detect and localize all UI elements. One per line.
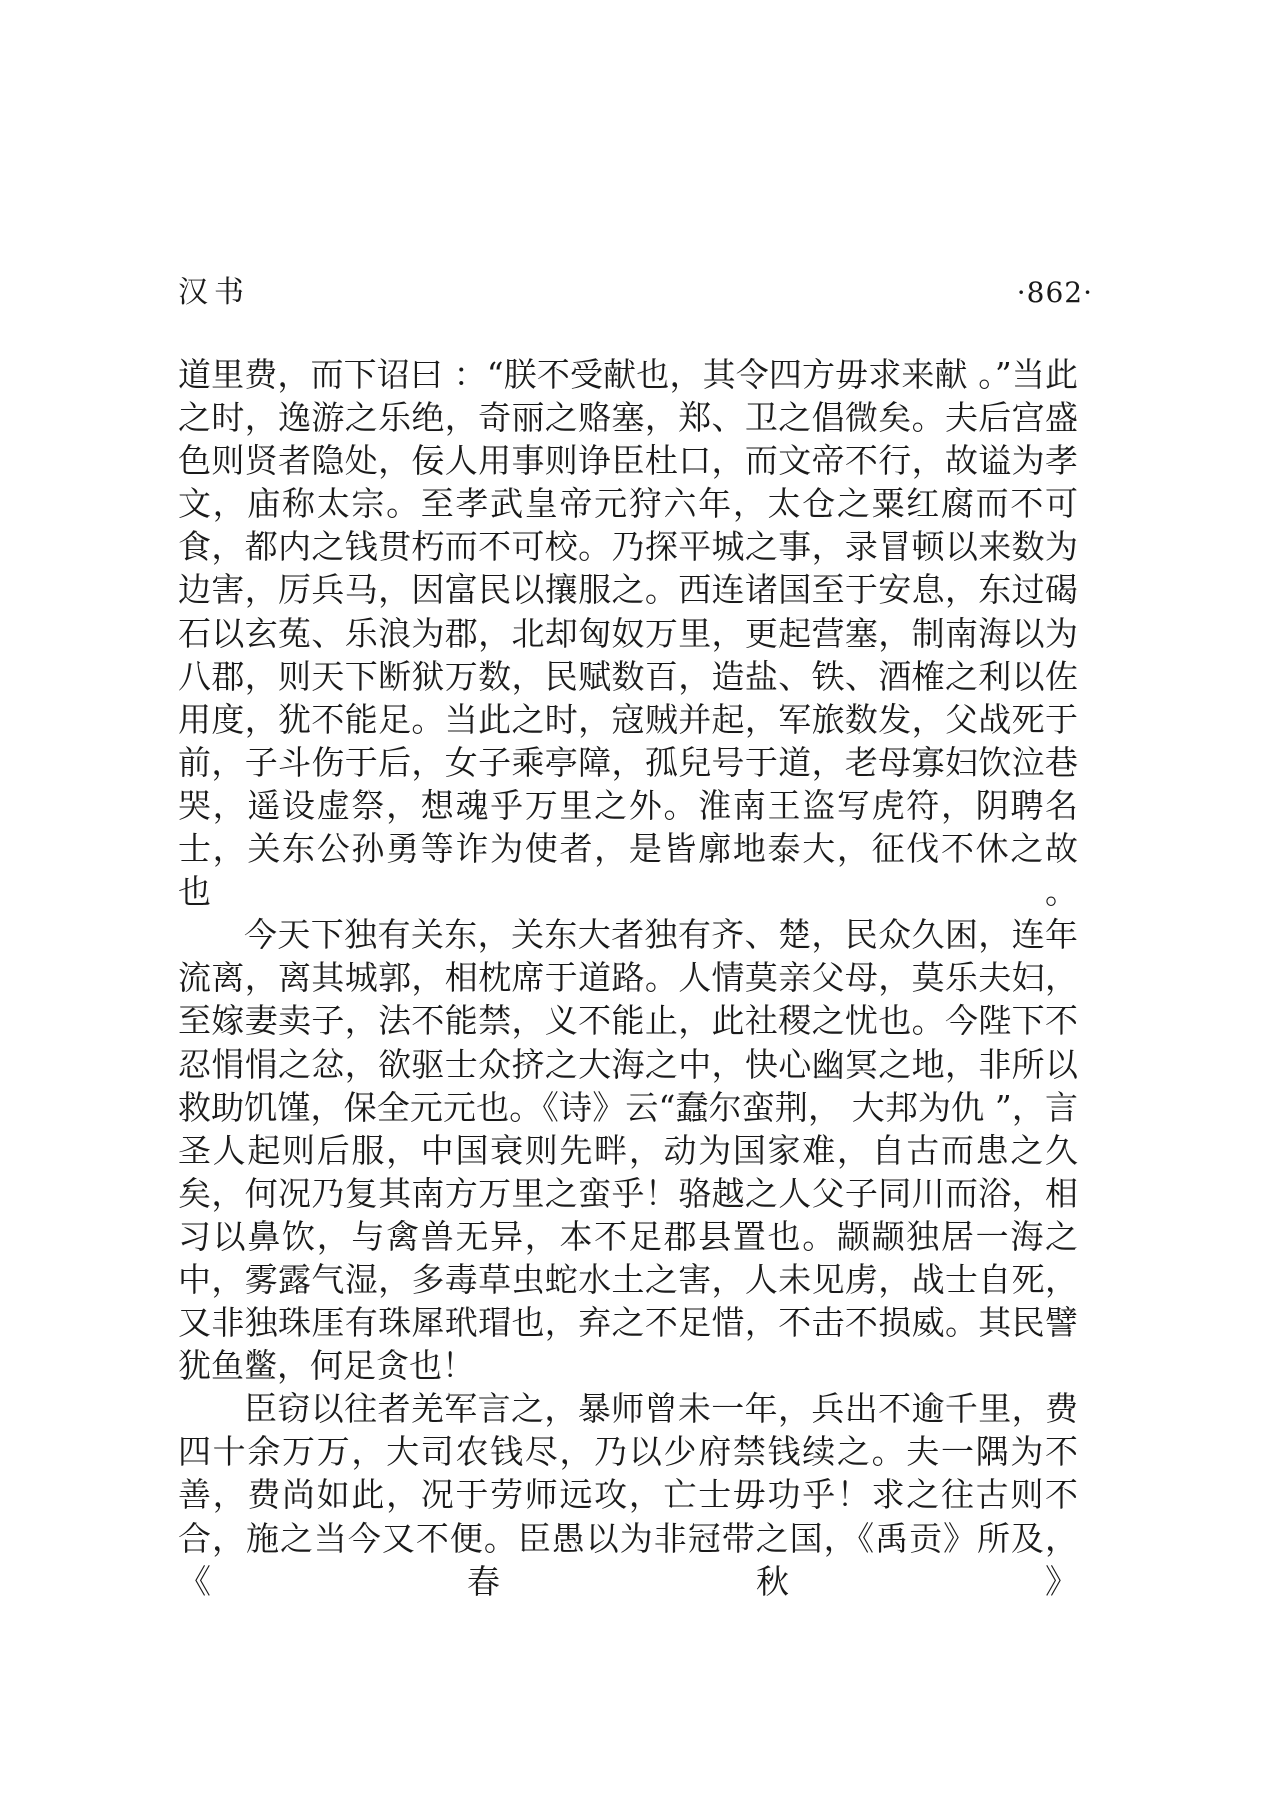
paragraph-3: 臣窃以往者羌军言之，暴师曾未一年，兵出不逾千里，费四十余万万，大司农钱尽，乃以少府禁钱续之。夫一隅为不善，费尚如此，况于劳师远攻，亡士毋功乎！求之往古则不合，施之当今又不便。臣愚以为非冠带之国，《禹贡》所及，《春秋》 [178,1389,1078,1601]
running-header [178,270,1093,316]
body-text [178,353,1078,1603]
paragraph-2: 今天下独有关东，关东大者独有齐、楚，民众久困，连年流离，离其城郭，相枕席于道路。人情莫亲父母，莫乐夫妇，至嫁妻卖子，法不能禁，义不能止，此社稷之忧也。今陛下不忍悁悁之忿，欲驱士众挤之大海之中，快心幽冥之地，非所以救助饥馑，保全元元也。《诗》云“蠢尔蛮荆， 大邦为仇 ”，言圣人起则后服，中国衰则先畔，动为国家难，自古而患之久矣，何况乃复其南方万里之蛮乎！骆越之人父子同川而浴，相习以鼻饮，与禽兽无异，本不足郡县置也。颛颛独居一海之中，雾露气湿，多毒草虫蛇水土之害，人未见虏，战士自死，又非独珠厓有珠犀玳瑁也，弃之不足惜，不击不损威。其民譬犹鱼鳖，何足贪也！ [178,915,1078,1386]
book-title: 汉书 [178,275,250,310]
page-number: ·862· [1016,276,1093,309]
paragraph-1: 道里费，而下诏曰 ：“朕不受献也，其令四方毋求来献 。”当此之时，逸游之乐绝，奇丽之赂塞，郑、卫之倡微矣。夫后宫盛色则贤者隐处，佞人用事则诤臣杜口，而文帝不行，故谥为孝文，庙称太宗。至孝武皇帝元狩六年，太仓之粟红腐而不可食，都内之钱贯朽而不可校。乃探平城之事，录冒顿以来数为边害，厉兵马，因富民以攘服之。西连诸国至于安息，东过碣石以玄菟、乐浪为郡，北却匈奴万里，更起营塞，制南海以为八郡，则天下断狱万数，民赋数百，造盐、铁、酒榷之利以佐用度，犹不能足。当此之时，寇贼并起，军旅数发，父战死于前，子斗伤于后，女子乘亭障，孤兒号于道，老母寡妇饮泣巷哭，遥设虚祭，想魂乎万里之外。淮南王盗写虎符，阴聘名士，关东公孙勇等诈为使者，是皆廓地泰大，征伐不休之故也。 [178,355,1078,912]
